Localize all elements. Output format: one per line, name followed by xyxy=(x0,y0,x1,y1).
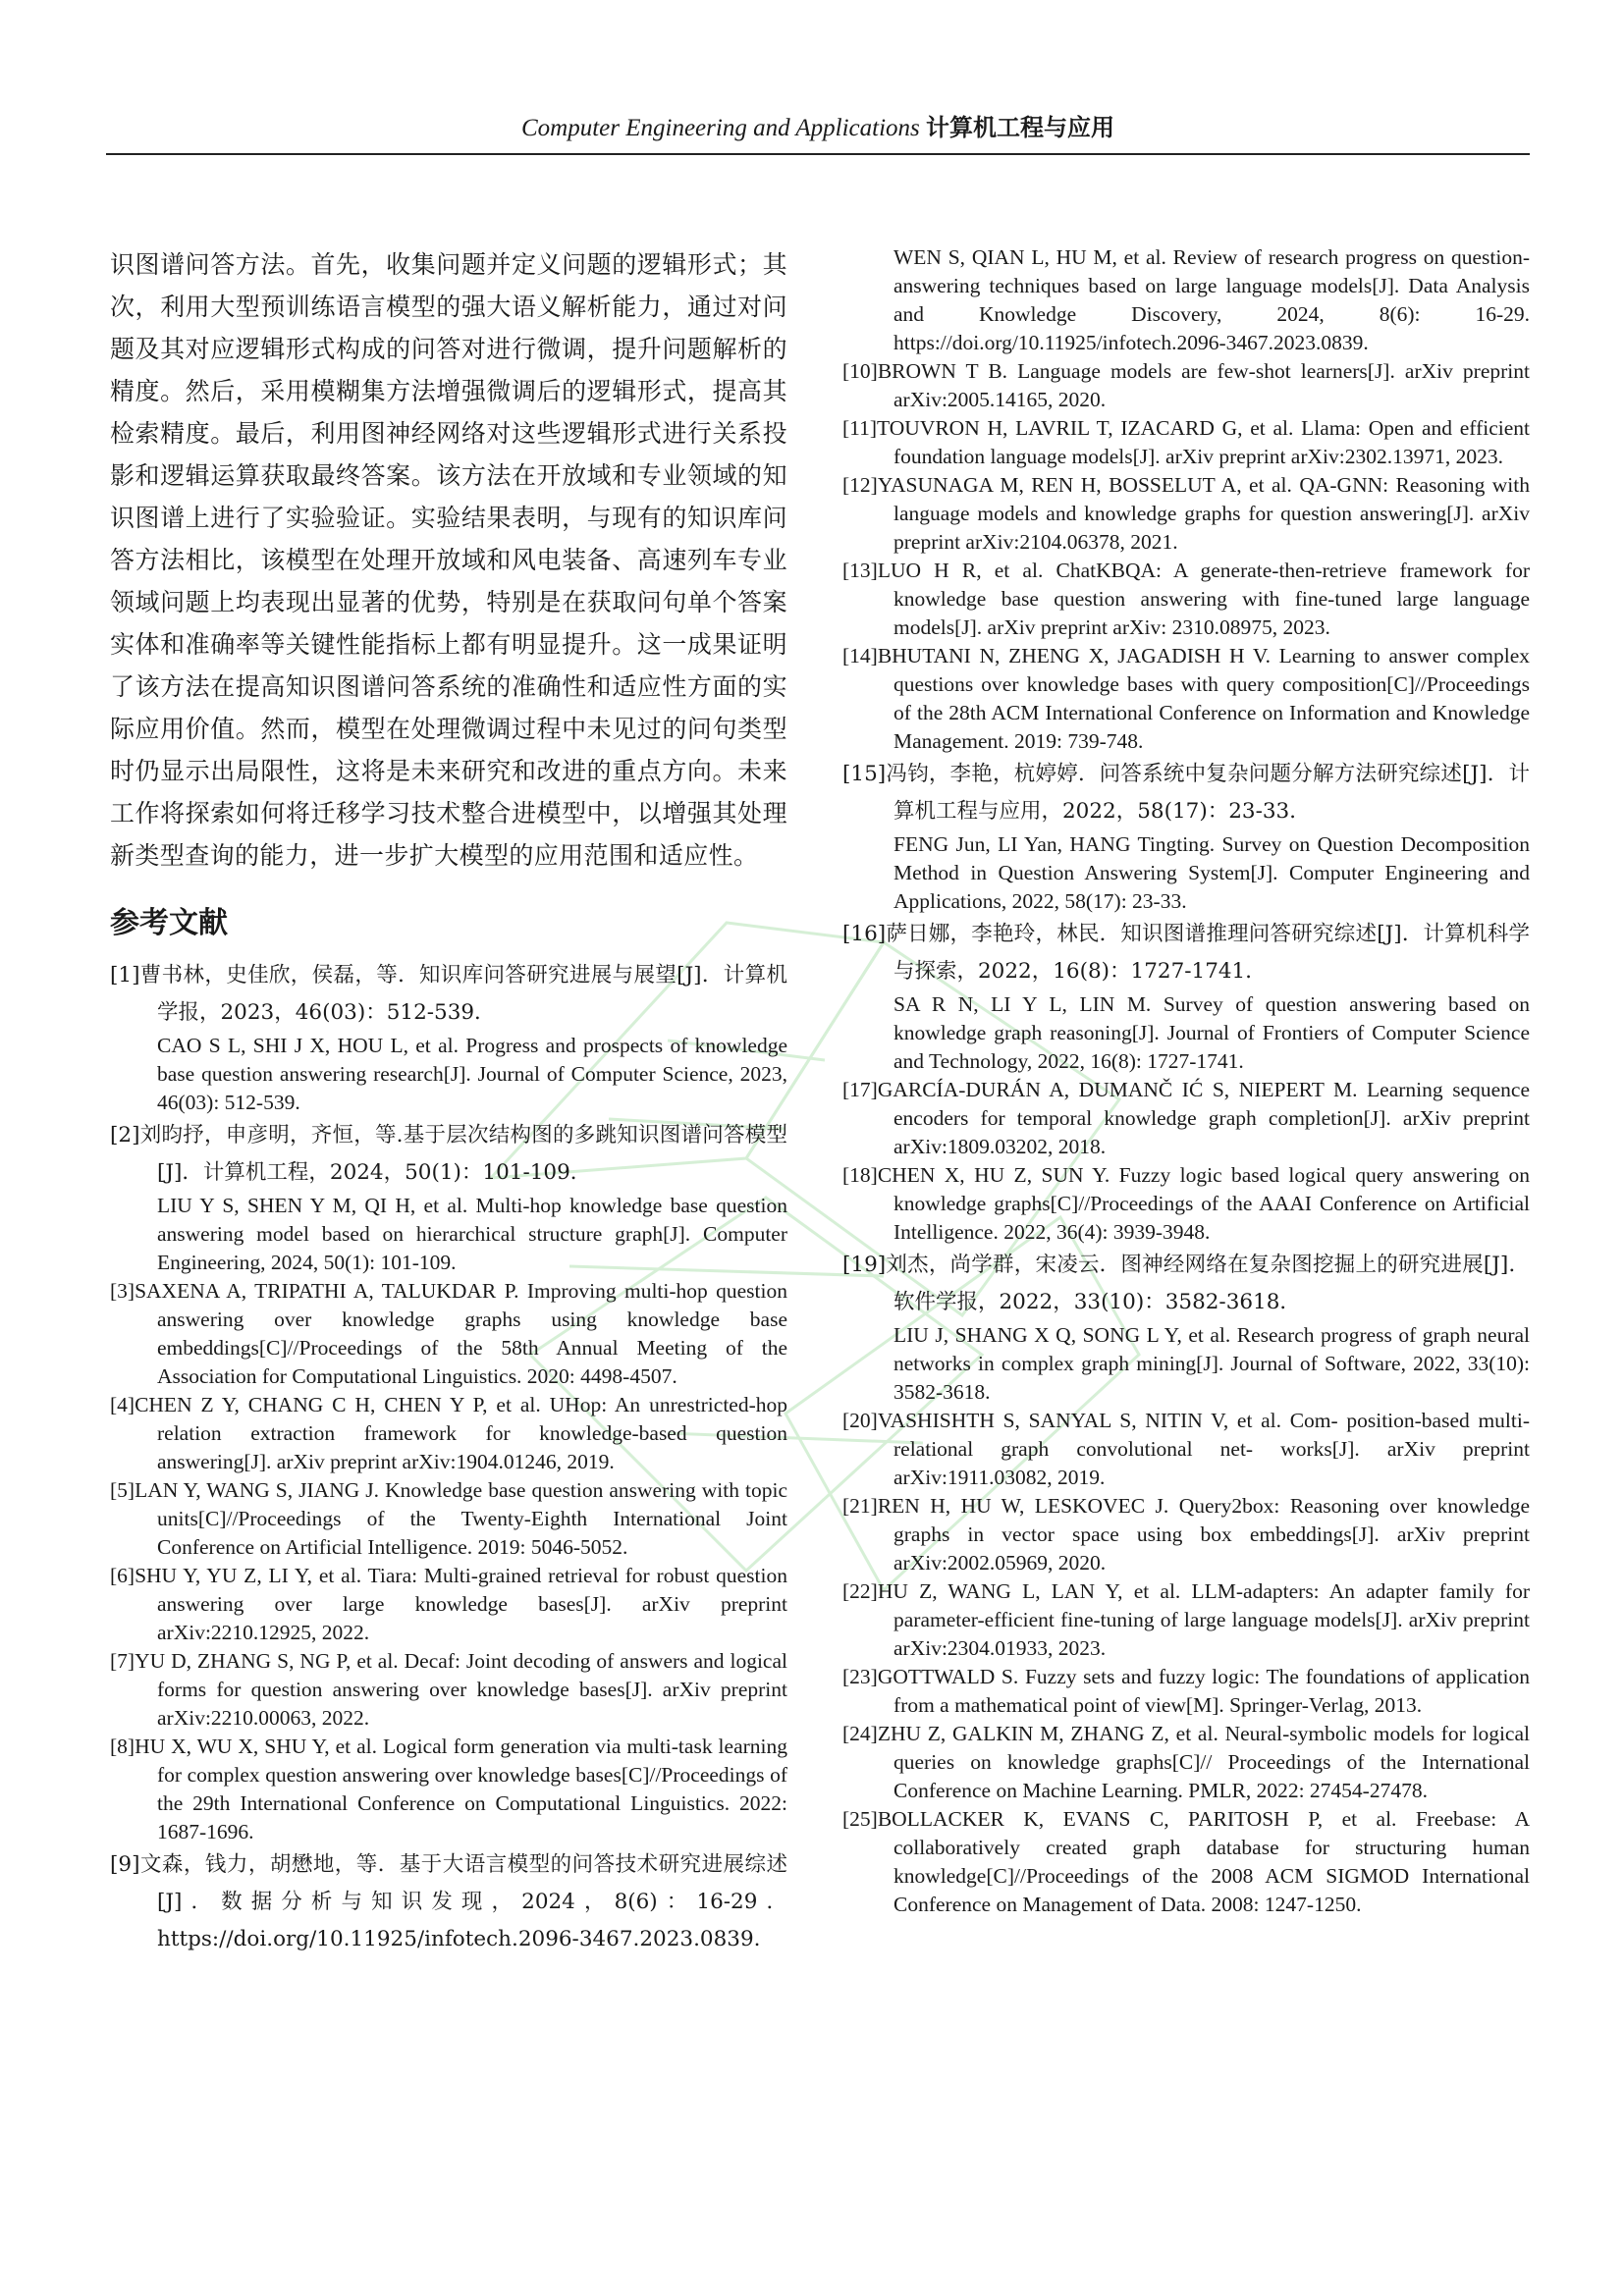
reference-text: [18]CHEN X, HU Z, SUN Y. Fuzzy logic based logical query answering on knowledge graphs[C]//Proceedings of the AAAI Conference on Artificial Intelligence. 2022, 36(4): 3939-3948. xyxy=(842,1163,1530,1244)
reference-text: [24]ZHU Z, GALKIN M, ZHANG Z, et al. Neural-symbolic models for logical queries on knowledge graphs[C]// Proceedings of the International Conference on Machine Learning. PMLR, 2022: 27454-27478. xyxy=(842,1722,1530,1802)
reference-text: [23]GOTTWALD S. Fuzzy sets and fuzzy logic: The foundations of application from a mathematical point of view[M]. Springer-Verlag, 2013. xyxy=(842,1665,1530,1717)
reference-translation: SA R N, LI Y L, LIN M. Survey of question answering based on knowledge graph reasoning[J]. Journal of Frontiers of Computer Science and Technology, 2022, 16(8): 1727-1741. xyxy=(893,992,1530,1073)
running-header xyxy=(106,110,1530,146)
reference-item xyxy=(842,414,1530,471)
reference-item xyxy=(842,1247,1530,1407)
reference-item xyxy=(110,1733,787,1846)
reference-item xyxy=(842,1161,1530,1247)
references-list-right xyxy=(842,243,1530,1919)
reference-text: [14]BHUTANI N, ZHENG X, JAGADISH H V. Learning to answer complex questions over knowledge bases with query composition[C]//Proceedings of the 28th ACM International Conference on Information and Knowledge Management. 2019: 739-748. xyxy=(842,644,1530,753)
reference-item xyxy=(842,1492,1530,1577)
reference-translation: LIU J, SHANG X Q, SONG L Y, et al. Research progress of graph neural networks in complex graph mining[J]. Journal of Software, 2022, 33(10): 3582-3618. xyxy=(893,1323,1530,1404)
reference-text: [4]CHEN Z Y, CHANG C H, CHEN Y P, et al. UHop: An unrestricted-hop relation extraction framework for knowledge-based question answering[J]. arXiv preprint arXiv:1904.01246, 2019. xyxy=(110,1393,787,1473)
reference-item xyxy=(842,1577,1530,1663)
reference-text: [17]GARCÍA-DURÁN A, DUMANČ IĆ S, NIEPERT M. Learning sequence encoders for temporal knowledge graph completion[J]. arXiv preprint arXiv:1809.03202, 2018. xyxy=(842,1078,1530,1158)
reference-item xyxy=(842,1407,1530,1492)
reference-text: [22]HU Z, WANG L, LAN Y, et al. LLM-adapters: An adapter family for parameter-efficient fine-tuning of large language models[J]. arXiv preprint arXiv:2304.01933, 2023. xyxy=(842,1579,1530,1660)
reference-text: [6]SHU Y, YU Z, LI Y, et al. Tiara: Multi-grained retrieval for robust question answering over large knowledge bases[J]. arXiv preprint arXiv:2210.12925, 2022. xyxy=(110,1564,787,1644)
reference-item xyxy=(110,1117,787,1277)
reference-item xyxy=(842,1076,1530,1161)
reference-text: [8]HU X, WU X, SHU Y, et al. Logical form generation via multi-task learning for complex question answering over knowledge bases[C]//Proceedings of the 29th International Conference on Computational Linguistics. 2022: 1687-1696. xyxy=(110,1735,787,1843)
left-column xyxy=(110,243,787,1958)
conclusion-paragraph: 识图谱问答方法。首先，收集问题并定义问题的逻辑形式；其次，利用大型预训练语言模型的强大语义解析能力，通过对问题及其对应逻辑形式构成的问答对进行微调，提升问题解析的精度。然后，采用模糊集方法增强微调后的逻辑形式，提高其检索精度。最后，利用图神经网络对这些逻辑形式进行关系投影和逻辑运算获取最终答案。该方法在开放域和专业领域的知识图谱上进行了实验验证。实验结果表明，与现有的知识库问答方法相比，该模型在处理开放域和风电装备、高速列车专业领域问题上均表现出显著的优势，特别是在获取问句单个答案实体和准确率等关键性能指标上都有明显提升。这一成果证明了该方法在提高知识图谱问答系统的准确性和适应性方面的实际应用价值。然而，模型在处理微调过程中未见过的问句类型时仍显示出局限性，这将是未来研究和改进的重点方向。未来工作将探索如何将迁移学习技术整合进模型中，以增强其处理新类型查询的能力，进一步扩大模型的应用范围和适应性。 xyxy=(110,250,787,870)
journal-name-cn: 计算机工程与应用 xyxy=(926,114,1114,141)
reference-item xyxy=(842,1805,1530,1919)
references-list-left xyxy=(110,957,787,1958)
reference-item xyxy=(842,916,1530,1076)
reference-item xyxy=(842,243,1530,357)
reference-item xyxy=(110,1476,787,1562)
reference-item xyxy=(842,1663,1530,1720)
references-heading: 参考文献 xyxy=(110,906,228,940)
reference-translation: CAO S L, SHI J X, HOU L, et al. Progress and prospects of knowledge base question answering research[J]. Journal of Computer Science, 2023, 46(03): 512-539. xyxy=(157,1034,787,1114)
reference-item xyxy=(842,1720,1530,1805)
reference-text: [1]曹书林，史佳欣，侯磊，等．知识库问答研究进展与展望[J]．计算机学报，2023，46(03)：512-539． xyxy=(110,963,787,1025)
reference-text: [2]刘昀抒，申彦明，齐恒，等.基于层次结构图的多跳知识图谱问答模型[J]．计算机工程，2024，50(1)：101-109． xyxy=(110,1123,787,1185)
reference-item xyxy=(842,557,1530,642)
reference-item xyxy=(842,756,1530,916)
reference-text: [16]萨日娜，李艳玲，林民．知识图谱推理问答研究综述[J]．计算机科学与探索，2022，16(8)：1727-1741． xyxy=(842,922,1530,984)
reference-translation: WEN S, QIAN L, HU M, et al. Review of research progress on question-answering techniques based on large language models[J]. Data Analysis and Knowledge Discovery, 2024, 8(6): 16-29. https://doi.org/10.11925/infotech.2096-3467.2023.0839. xyxy=(893,245,1530,354)
reference-text: [25]BOLLACKER K, EVANS C, PARITOSH P, et al. Freebase: A collaboratively created graph database for structuring human knowledge[C]//Proceedings of the 2008 ACM SIGMOD International Conference on Management of Data. 2008: 1247-1250. xyxy=(842,1807,1530,1916)
reference-translation: LIU Y S, SHEN Y M, QI H, et al. Multi-hop knowledge base question answering model based on hierarchical structure graph[J]. Computer Engineering, 2024, 50(1): 101-109. xyxy=(157,1194,787,1274)
reference-item xyxy=(110,1562,787,1647)
header-rule xyxy=(106,153,1530,155)
reference-item xyxy=(842,357,1530,414)
reference-text: [20]VASHISHTH S, SANYAL S, NITIN V, et al. Com- position-based multi-relational graph convolutional net- works[J]. arXiv preprint arXiv:1911.03082, 2019. xyxy=(842,1409,1530,1489)
reference-item xyxy=(110,1846,787,1958)
reference-item xyxy=(110,957,787,1117)
reference-item xyxy=(110,1647,787,1733)
right-column xyxy=(842,243,1530,1919)
journal-name-en: Computer Engineering and Applications xyxy=(520,115,920,141)
reference-text: [11]TOUVRON H, LAVRIL T, IZACARD G, et al. Llama: Open and efficient foundation language models[J]. arXiv preprint arXiv:2302.13971, 2023. xyxy=(842,416,1530,468)
reference-item xyxy=(842,471,1530,557)
reference-text: [15]冯钧，李艳，杭婷婷．问答系统中复杂问题分解方法研究综述[J]．计算机工程与应用，2022，58(17)：23-33． xyxy=(842,762,1530,824)
reference-text: [5]LAN Y, WANG S, JIANG J. Knowledge base question answering with topic units[C]//Proceedings of the Twenty-Eighth International Joint Conference on Artificial Intelligence. 2019: 5046-5052. xyxy=(110,1478,787,1559)
reference-text: [12]YASUNAGA M, REN H, BOSSELUT A, et al. QA-GNN: Reasoning with language models and knowledge graphs for question answering[J]. arXiv preprint arXiv:2104.06378, 2021. xyxy=(842,473,1530,554)
reference-item xyxy=(842,642,1530,756)
reference-translation: FENG Jun, LI Yan, HANG Tingting. Survey on Question Decomposition Method in Question Answering System[J]. Computer Engineering and Applications, 2022, 58(17): 23-33. xyxy=(893,832,1530,913)
reference-item xyxy=(110,1391,787,1476)
reference-text: [10]BROWN T B. Language models are few-shot learners[J]. arXiv preprint arXiv:2005.14165, 2020. xyxy=(842,359,1530,411)
reference-text: [9]文森，钱力，胡懋地，等．基于大语言模型的问答技术研究进展综述[J]．数据分析与知识发现，2024，8(6)：16-29．https://doi.org/10.11925/infotech.2096-3467.2023.0839. xyxy=(110,1852,787,1951)
reference-text: [19]刘杰，尚学群，宋凌云．图神经网络在复杂图挖掘上的研究进展[J]．软件学报，2022，33(10)：3582-3618． xyxy=(842,1253,1530,1314)
reference-text: [3]SAXENA A, TRIPATHI A, TALUKDAR P. Improving multi-hop question answering over knowledge graphs using knowledge base embeddings[C]//Proceedings of the 58th Annual Meeting of the Association for Computational Linguistics. 2020: 4498-4507. xyxy=(110,1279,787,1388)
reference-item xyxy=(110,1277,787,1391)
reference-text: [7]YU D, ZHANG S, NG P, et al. Decaf: Joint decoding of answers and logical forms for question answering over knowledge bases[J]. arXiv preprint arXiv:2210.00063, 2022. xyxy=(110,1649,787,1730)
reference-text: [13]LUO H R, et al. ChatKBQA: A generate-then-retrieve framework for knowledge base question answering with fine-tuned large language models[J]. arXiv preprint arXiv: 2310.08975, 2023. xyxy=(842,559,1530,639)
reference-text: [21]REN H, HU W, LESKOVEC J. Query2box: Reasoning over knowledge graphs in vector space using box embeddings[J]. arXiv preprint arXiv:2002.05969, 2020. xyxy=(842,1494,1530,1575)
